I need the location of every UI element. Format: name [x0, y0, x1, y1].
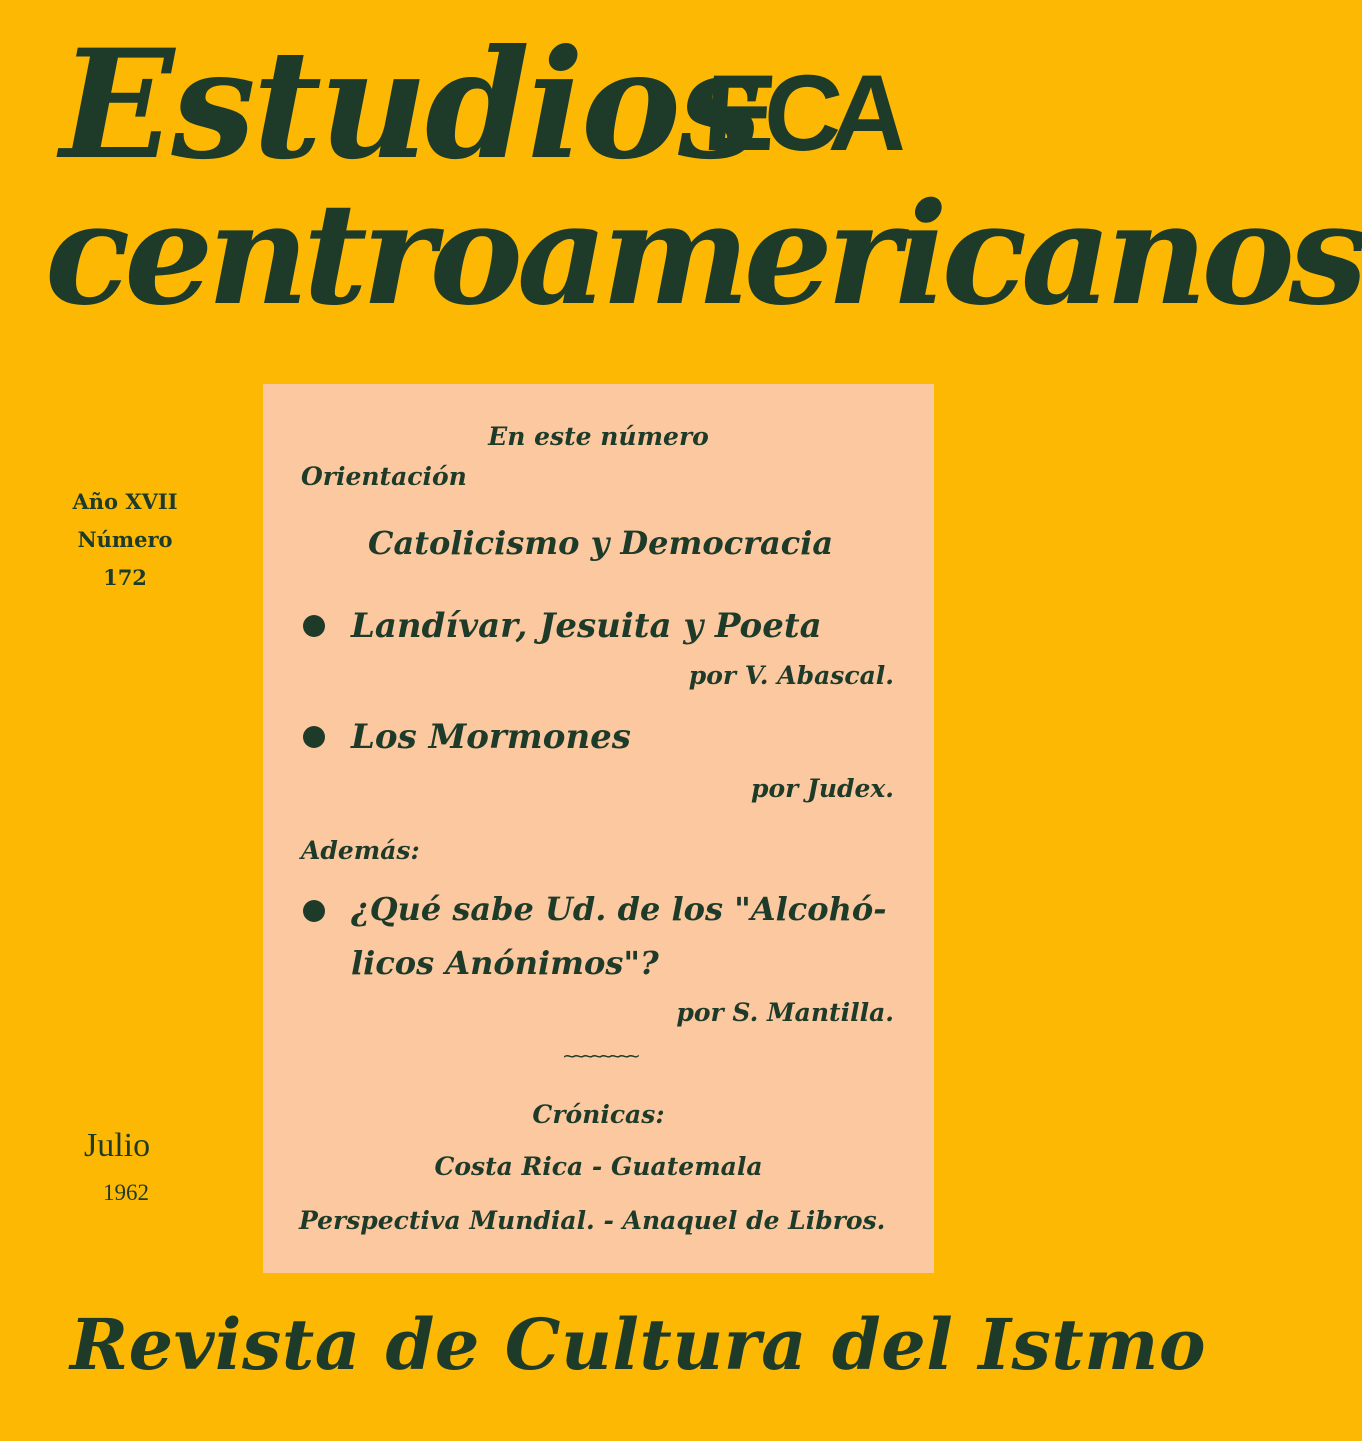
contents-heading: En este número	[488, 422, 709, 451]
issue-number-label: Número	[77, 527, 173, 552]
issue-info	[50, 483, 200, 597]
extra-article-author: por S. Mantilla.	[676, 998, 894, 1027]
contents-panel	[263, 384, 934, 1273]
section-label-orientacion: Orientación	[301, 462, 467, 491]
article-author: por Judex.	[750, 774, 894, 803]
issue-month: Julio	[84, 1127, 151, 1164]
chronicles-line-2: Perspectiva Mundial. - Anaquel de Libros.	[299, 1206, 886, 1235]
lead-article-title: Catolicismo y Democracia	[368, 524, 834, 562]
chronicles-label: Crónicas:	[532, 1100, 665, 1129]
ornamental-divider: ~~~~~~~~	[562, 1046, 635, 1067]
masthead-title-line-1: Estudios	[60, 17, 760, 193]
eca-logo-text: ECA	[699, 52, 901, 173]
issue-year: Año XVII	[72, 489, 178, 514]
bullet-icon	[303, 726, 325, 748]
extra-article-title-line-2: licos Anónimos"?	[351, 944, 659, 982]
article-title: Los Mormones	[351, 717, 631, 757]
bullet-icon	[303, 615, 325, 637]
masthead-title-line-2: centroamericanos	[45, 173, 1362, 337]
bullet-icon	[303, 900, 325, 922]
extra-article-title-line-1: ¿Qué sabe Ud. de los "Alcohó-	[351, 890, 887, 928]
article-author: por V. Abascal.	[688, 661, 894, 690]
section-label-ademas: Además:	[301, 836, 420, 865]
chronicles-line-1: Costa Rica - Guatemala	[434, 1152, 763, 1181]
eca-logo	[699, 52, 930, 173]
magazine-subtitle: Revista de Cultura del Istmo	[70, 1303, 1207, 1386]
article-title: Landívar, Jesuita y Poeta	[351, 606, 822, 646]
issue-year-date: 1962	[103, 1180, 149, 1205]
issue-number-value: 172	[103, 565, 147, 590]
